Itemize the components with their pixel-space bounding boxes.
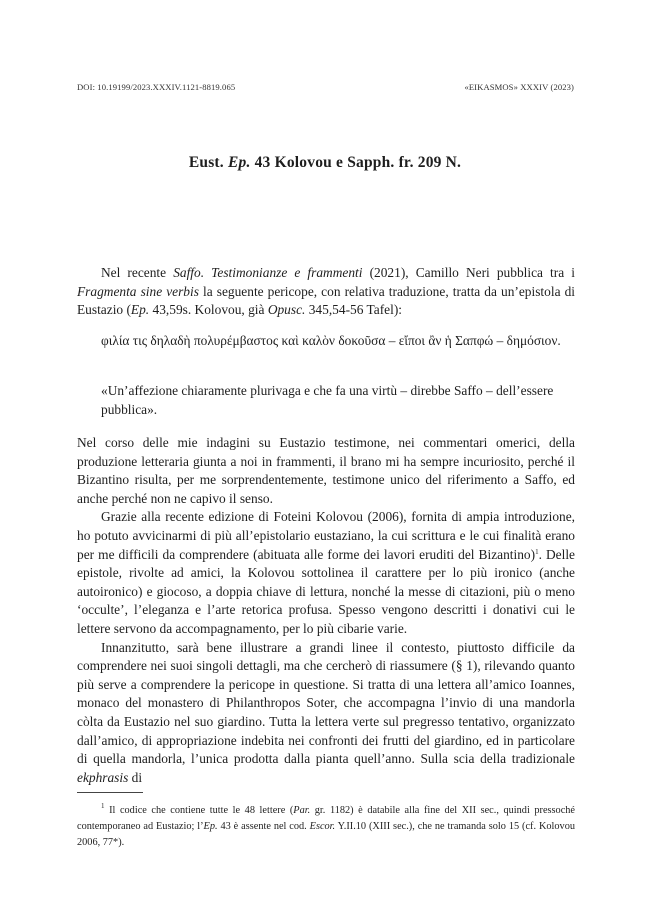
footnote: $^1$ Il codice che contiene tutte le 48 lettere (Par. gr. 1182) è databile alla fine del XII sec., quindi pressoché contemporaneo ad Eustazio; l’Ep. 43 è assente nel cod. Escor. Y.II.10 (XIII sec.), che ne tramanda solo 15 (cf. Kolovou 2006, 77*). — [77, 802, 575, 848]
footnote-number: 1 — [101, 802, 105, 810]
doi-text: DOI: 10.19199/2023.XXXIV.1121-8819.065 — [77, 82, 236, 92]
running-head — [77, 82, 574, 96]
main-text — [77, 434, 575, 787]
intro-paragraph: Nel recente Saffo. Testimonianze e frammenti (2021), Camillo Neri pubblica tra i Fragmenta sine verbis la seguente pericope, con relativa traduzione, tratta da un’epistola di Eustazio (Ep. 43,59s. Kolovou, già Opusc. 345,54-56 Tafel): — [77, 265, 576, 318]
journal-issue: «EIKASMOS» XXXIV (2023) — [464, 82, 574, 92]
footnote-divider — [77, 792, 143, 793]
article-title: Eust. Ep. 43 Kolovou e Sapph. fr. 209 N. — [188, 154, 462, 171]
greek-quotation: φιλία τις δηλαδὴ πολυρέμβαστος καὶ καλὸν δοκοῦσα – εἴποι ἂν ἡ Σαπφώ – δημόσιον. — [101, 333, 561, 348]
body-paragraph-2: Grazie alla recente edizione di Foteini Kolovou (2006), fornita di ampia introduzione, ho potuto avvicinarmi di più all’epistolario eustaziano, la cui scrittura e le cui finalità erano per me difficili da comprendere (abituata alle forme dei lavori eruditi del Bizantino)$^1$. Delle epistole, rivolte ad amici, la Kolovou sottolinea il carattere per lo più ironico (anche autoironico) e giocoso, a doppia chiave di lettura, nonché la messe di citazioni, più o meno ‘occulte’, l’eleganza e l’arte retorica profusa. Spesso vengono descritti i donativi cui le lettere servono da accompagnamento, per lo più cibarie varie. — [77, 509, 575, 636]
footnote-reference[interactable]: 1 — [535, 547, 539, 556]
body-paragraph-1: Nel corso delle mie indagini su Eustazio testimone, nei commentari omerici, della produzione letteraria giunta a noi in frammenti, il brano mi ha sempre incuriosito, perché il Bizantino risulta, per me sorprendentemente, testimone unico del riferimento a Saffo, ed anche perché non ne capivo il senso. — [77, 435, 575, 506]
quotation-translation: «Un’affezione chiaramente plurivaga e che fa una virtù – direbbe Saffo – dell’essere pubblica». — [101, 383, 554, 417]
body-paragraph-3: Innanzitutto, sarà bene illustrare a grandi linee il contesto, piuttosto difficile da comprendere nei suoi singoli dettagli, ma che cercherò di riassumere (§ 1), rilevando quanto più serve a comprendere la pericope in questione. Si tratta di una lettera all’amico Ioannes, monaco del monastero di Philanthropos Soter, che accompagna l’invio di una mandorla còlta da Eustazio nel suo giardino. Tutta la lettera verte sul pregresso tentativo, organizzato dall’amico, di appropriazione indebita nei confronti dei frutti del giardino, ed in particolare di quella mandorla, l’unica prodotta dalla pianta quell’anno. Sulla scia della tradizionale ekphrasis di — [77, 639, 575, 785]
